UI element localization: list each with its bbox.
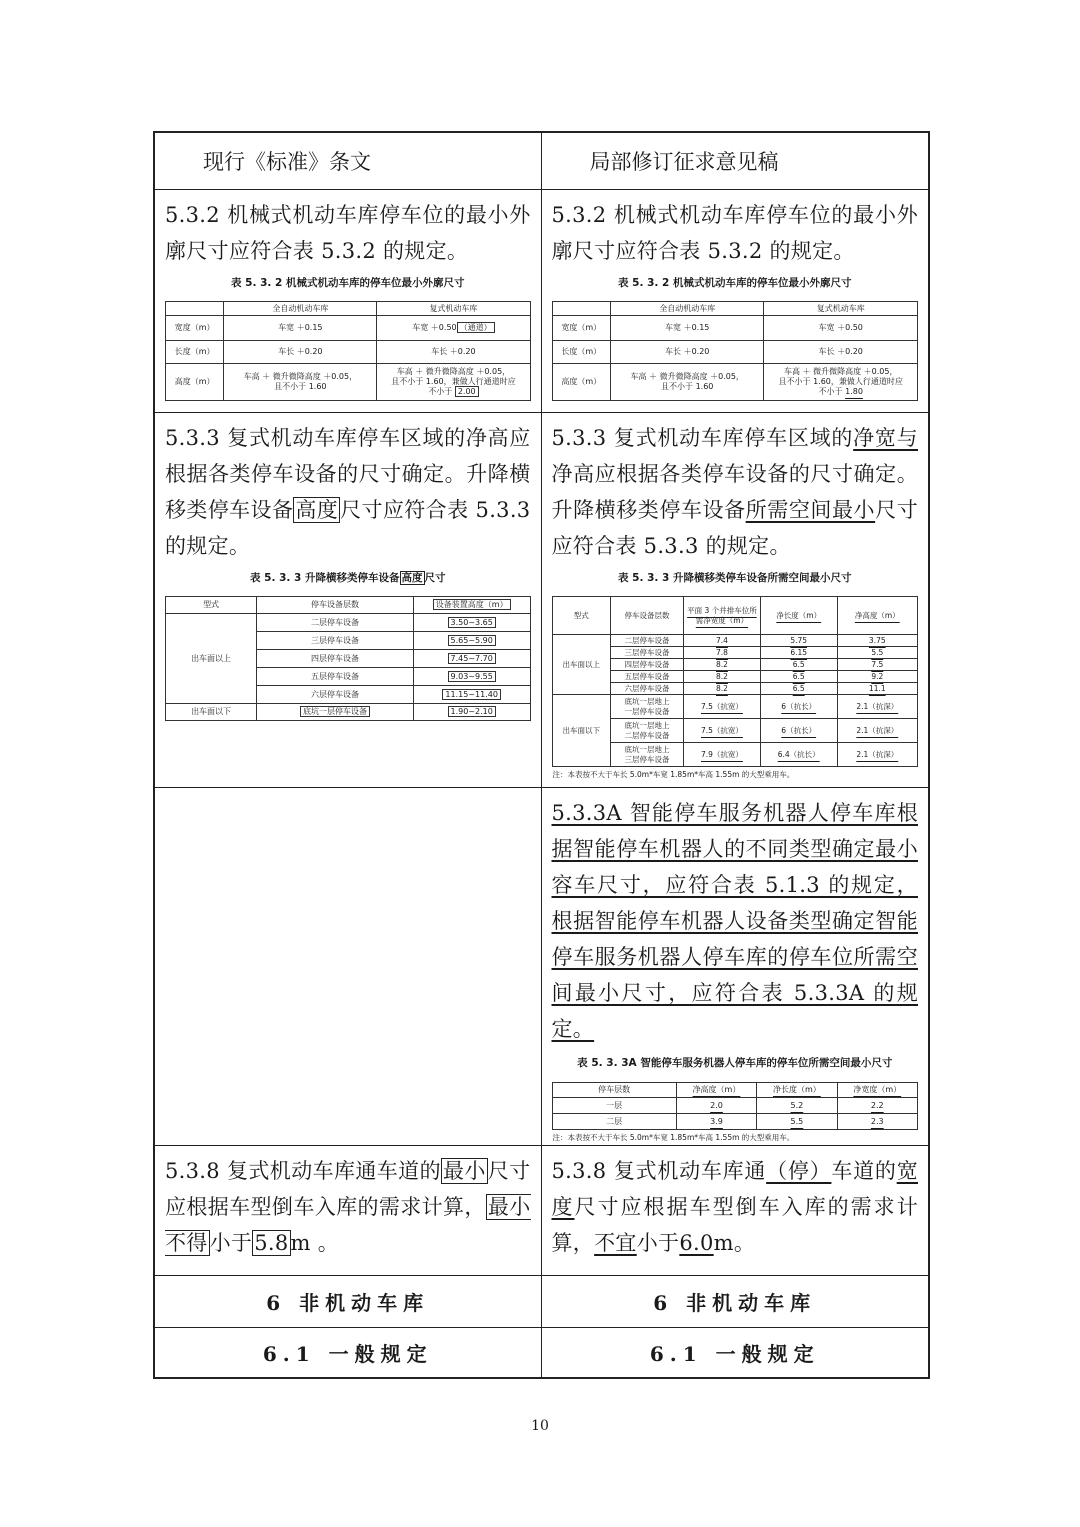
table-5-3-2 [552, 301, 919, 401]
row-label: 宽度（m） [166, 316, 224, 341]
clause-5-3-3a-text: 5.3.3A 智能停车服务机器人停车库根据智能停车机器人的不同类型确定最小容车尺寸，应符合表 5.1.3 的规定，根据智能停车机器人设备类型确定智能停车服务机器人停车库的停车位所需空间最小尺寸，应符合表 5.3.3A 的规定。 [551, 801, 918, 1041]
cell-5-3-2-current [154, 190, 541, 413]
table-cell: 车长 ＋0.20 [377, 341, 530, 364]
table-cell: 7.8 [684, 647, 761, 659]
table-cell: 7.4 [684, 635, 761, 647]
cell-5-3-3a-current-empty [154, 788, 541, 1146]
col-header: 全自动机动车库 [224, 302, 377, 316]
table-cell: 车高 ＋ 微升微降高度 ＋0.05， 且不小于 1.60，兼做人行通道时应 不小于 1.80 [764, 364, 918, 401]
table-cell: 11.1 [837, 683, 917, 695]
clause-5-3-3-text: 5.3.3 复式机动车库停车区域的净宽与净高应根据各类停车设备的尺寸确定。升降横移类停车设备所需空间最小尺寸应符合表 5.3.3 的规定。 [551, 426, 918, 558]
cell-5-3-2-revision [541, 190, 929, 413]
table-cell: 三层停车设备 [257, 632, 414, 650]
col-header: 净长度（m） [760, 597, 837, 635]
cell-5-3-8-current [154, 1146, 541, 1276]
table-cell: 2.3 [837, 1114, 917, 1130]
table-caption: 表 5. 3. 3 升降横移类停车设备 高度 尺寸 [249, 572, 446, 584]
row-5-3-2 [154, 190, 929, 413]
row-label: 宽度（m） [552, 316, 610, 341]
table-cell: 6.15 [760, 647, 837, 659]
col-header: 停车设备层数 [610, 597, 683, 635]
table-note: 注：本表按不大于车长 5.0m*车宽 1.85m*车高 1.55m 的大型乘用车。 [552, 770, 795, 779]
col-header: 型式 [552, 597, 610, 635]
table-cell: 车高 ＋ 微升微降高度 ＋0.05， 且不小于 1.60 [610, 364, 764, 401]
table-cell: 2.0 [676, 1098, 756, 1114]
table-cell: 车宽 ＋0.15 [610, 316, 764, 341]
row-5-3-8 [154, 1146, 929, 1276]
table-cell: 车宽 ＋0.50 [764, 316, 918, 341]
table-cell: 底坑一层停车设备 [257, 704, 414, 721]
col-header: 净高度（m） [676, 1083, 756, 1098]
row-group-label: 出车面以下 [166, 704, 257, 721]
table-cell: 五层停车设备 [257, 668, 414, 686]
row-section-6 [154, 1276, 929, 1328]
row-label: 高度（m） [552, 364, 610, 401]
row-5-3-3 [154, 413, 929, 788]
row-group-label: 出车面以下 [552, 695, 610, 767]
table-cell: 二层停车设备 [610, 635, 683, 647]
table-cell: 7.9（抗宽） [684, 743, 761, 767]
table-cell: 2.1（抗深） [837, 743, 917, 767]
table-caption: 表 5. 3. 3 升降横移类停车设备所需空间最小尺寸 [617, 572, 852, 584]
col-header: 复式机动车库 [377, 302, 530, 316]
table-cell: 底坑一层地上 三层停车设备 [610, 743, 683, 767]
clause-5-3-2-text: 5.3.2 机械式机动车库停车位的最小外廓尺寸应符合表 5.3.2 的规定。 [551, 203, 918, 263]
table-cell: 车宽 ＋0.15 [224, 316, 377, 341]
col-header: 停车层数 [552, 1083, 676, 1098]
table-cell: 车长 ＋0.20 [224, 341, 377, 364]
table-cell: 5.2 [757, 1098, 837, 1114]
clause-5-3-8-text: 5.3.8 复式机动车库通车道的最小尺寸应根据车型倒车入库的需求计算，最小不得小于5.8m 。 [165, 1159, 531, 1255]
table-cell: 9.03~9.55 [413, 668, 530, 686]
row-label: 长度（m） [552, 341, 610, 364]
cell-5-3-8-revision [541, 1146, 929, 1276]
table-cell: 5.75 [760, 635, 837, 647]
table-cell: 车长 ＋0.20 [764, 341, 918, 364]
table-5-3-3a [552, 1082, 919, 1130]
table-cell: 9.2 [837, 671, 917, 683]
header-row [154, 132, 929, 190]
row-5-3-3a [154, 788, 929, 1146]
row-group-label: 出车面以上 [166, 614, 257, 704]
row-label: 长度（m） [166, 341, 224, 364]
row-group-label: 出车面以上 [552, 635, 610, 695]
section-heading: 6 非机动车库 [154, 1276, 541, 1328]
table-cell: 6（抗长） [760, 719, 837, 743]
table-cell: 二层停车设备 [257, 614, 414, 632]
table-cell: 一层 [552, 1098, 676, 1114]
table-cell: 1.90~2.10 [413, 704, 530, 721]
table-cell: 7.5（抗宽） [684, 719, 761, 743]
comparison-table [153, 131, 930, 1379]
clause-5-3-8-text: 5.3.8 复式机动车库通（停）车道的宽度尺寸应根据车型倒车入库的需求计算，不宜小于6.0m。 [551, 1159, 918, 1255]
page-number: 10 [531, 1418, 549, 1434]
table-cell: 车长 ＋0.20 [610, 341, 764, 364]
col-header: 平面 3 个并排车位所需净宽度（m） [684, 597, 761, 635]
table-cell: 11.15~11.40 [413, 686, 530, 704]
table-5-3-3 [552, 596, 919, 767]
table-caption: 表 5. 3. 2 机械式机动车库的停车位最小外廓尺寸 [230, 277, 465, 289]
table-cell: 车高 ＋ 微升微降高度 ＋0.05， 且不小于 1.60 [224, 364, 377, 401]
table-cell: 5.5 [757, 1114, 837, 1130]
col-header: 净宽度（m） [837, 1083, 917, 1098]
cell-5-3-3-revision [541, 413, 929, 788]
table-cell: 6.5 [760, 659, 837, 671]
table-cell: 6.5 [760, 683, 837, 695]
table-cell: 7.5 [837, 659, 917, 671]
subsection-heading: 6.1 一般规定 [541, 1328, 929, 1378]
table-cell: 2.2 [837, 1098, 917, 1114]
table-cell: 7.5（抗宽） [684, 695, 761, 719]
table-cell: 四层停车设备 [257, 650, 414, 668]
table-cell: 2.1（抗深） [837, 719, 917, 743]
table-cell: 3.75 [837, 635, 917, 647]
row-label: 高度（m） [166, 364, 224, 401]
table-5-3-3 [165, 596, 531, 721]
table-cell: 二层 [552, 1114, 676, 1130]
table-cell: 6.5 [760, 671, 837, 683]
table-cell: 7.45~7.70 [413, 650, 530, 668]
table-5-3-2 [165, 301, 531, 401]
table-cell: 6.4（抗长） [760, 743, 837, 767]
table-cell: 6（抗长） [760, 695, 837, 719]
table-cell: 2.1（抗深） [837, 695, 917, 719]
table-cell: 四层停车设备 [610, 659, 683, 671]
header-current-standard: 现行《标准》条文 [154, 132, 541, 190]
table-cell: 8.2 [684, 683, 761, 695]
header-revision-draft: 局部修订征求意见稿 [541, 132, 929, 190]
table-cell: 五层停车设备 [610, 671, 683, 683]
col-header: 型式 [166, 597, 257, 614]
table-cell: 5.5 [837, 647, 917, 659]
table-cell: 3.50~3.65 [413, 614, 530, 632]
clause-5-3-2-text: 5.3.2 机械式机动车库停车位的最小外廓尺寸应符合表 5.3.2 的规定。 [165, 203, 531, 263]
clause-5-3-3-text: 5.3.3 复式机动车库停车区域的净高应根据各类停车设备的尺寸确定。升降横移类停车设备高度尺寸应符合表 5.3.3 的规定。 [165, 426, 531, 558]
col-header: 净高度（m） [837, 597, 917, 635]
table-cell: 六层停车设备 [610, 683, 683, 695]
table-caption: 表 5. 3. 2 机械式机动车库的停车位最小外廓尺寸 [617, 277, 852, 289]
row-section-6-1 [154, 1328, 929, 1378]
table-cell: 三层停车设备 [610, 647, 683, 659]
table-cell: 底坑一层地上 二层停车设备 [610, 719, 683, 743]
table-cell: 车宽 ＋0.50 （通道） [377, 316, 530, 341]
section-heading: 6 非机动车库 [541, 1276, 929, 1328]
table-cell: 5.65~5.90 [413, 632, 530, 650]
col-header: 设备装置高度（m） [413, 597, 530, 614]
col-header: 净长度（m） [757, 1083, 837, 1098]
cell-5-3-3-current [154, 413, 541, 788]
col-header: 复式机动车库 [764, 302, 918, 316]
table-cell: 底坑一层地上 一层停车设备 [610, 695, 683, 719]
table-cell: 8.2 [684, 671, 761, 683]
table-cell: 8.2 [684, 659, 761, 671]
table-cell: 六层停车设备 [257, 686, 414, 704]
table-cell: 3.9 [676, 1114, 756, 1130]
table-cell: 车高 ＋ 微升微降高度 ＋0.05， 且不小于 1.60，兼做人行通道时应 不小于 2.00 [377, 364, 530, 401]
col-header: 全自动机动车库 [610, 302, 764, 316]
subsection-heading: 6.1 一般规定 [154, 1328, 541, 1378]
col-header: 停车设备层数 [257, 597, 414, 614]
table-note: 注：本表按不大于车长 5.0m*车宽 1.85m*车高 1.55m 的大型乘用车。 [552, 1133, 795, 1142]
cell-5-3-3a-revision [541, 788, 929, 1146]
table-caption: 表 5. 3. 3A 智能停车服务机器人停车库的停车位所需空间最小尺寸 [577, 1057, 893, 1069]
